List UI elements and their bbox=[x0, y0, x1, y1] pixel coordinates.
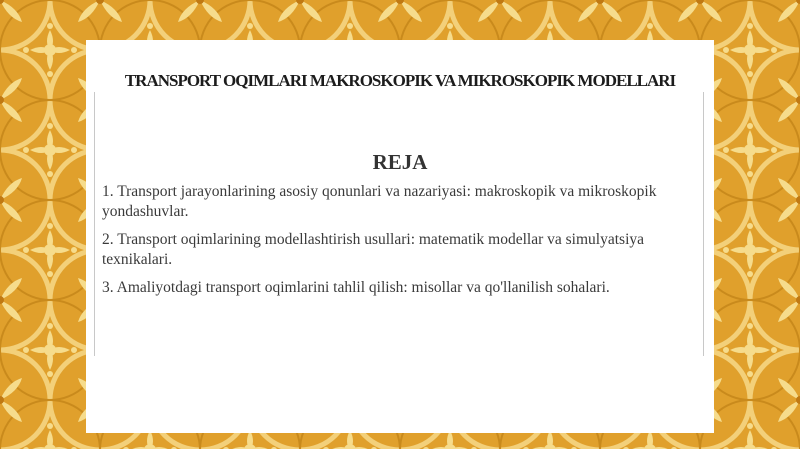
list-item: 2. Transport oqimlarining modellashtirish usullari: matematik modellar va simulyatsiya texnikalari. bbox=[102, 231, 645, 268]
left-divider-line bbox=[94, 92, 95, 356]
list-item: 1. Transport jarayonlarining asosiy qonunlari va nazariyasi: makroskopik va mikroskopik yondashuvlar. bbox=[102, 183, 657, 220]
plan-list bbox=[102, 182, 706, 307]
slide-title: TRANSPORT OQIMLARI MAKROSKOPIK VA MIKROSKOPIK MODELLARI bbox=[124, 71, 676, 90]
slide-content-panel bbox=[86, 40, 714, 433]
section-heading: REJA bbox=[372, 150, 428, 174]
list-item: 3. Amaliyotdagi transport oqimlarini tahlil qilish: misollar va qo'llanilish sohalari. bbox=[102, 279, 610, 296]
